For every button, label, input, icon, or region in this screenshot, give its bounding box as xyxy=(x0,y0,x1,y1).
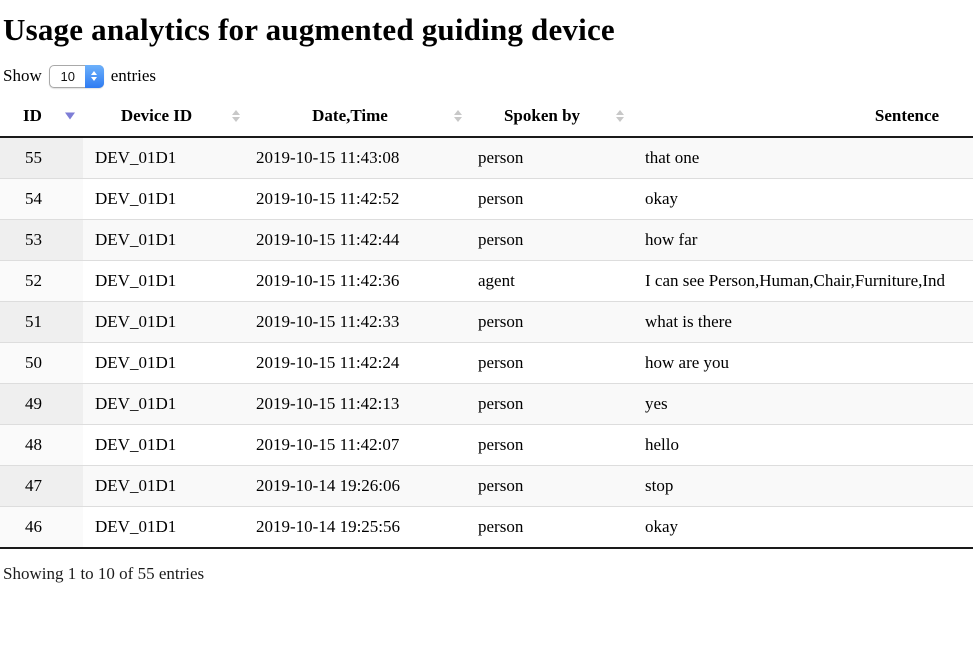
table-row xyxy=(0,137,973,179)
page-title: Usage analytics for augmented guiding device xyxy=(3,12,615,47)
show-label: Show xyxy=(3,66,42,85)
sort-desc-icon xyxy=(65,113,75,120)
chevron-down-icon xyxy=(91,77,97,81)
cell-id: 49 xyxy=(0,384,83,425)
header-label-device-id: Device ID xyxy=(120,106,193,125)
table-body xyxy=(0,137,973,548)
sort-neutral-icon xyxy=(232,110,240,122)
cell-device-id: DEV_01D1 xyxy=(83,220,248,261)
cell-spoken-by: person xyxy=(470,302,632,343)
header-label-sentence: Sentence xyxy=(874,106,940,125)
cell-datetime: 2019-10-14 19:25:56 xyxy=(248,507,470,549)
cell-sentence: what is there xyxy=(632,302,973,343)
cell-device-id: DEV_01D1 xyxy=(83,179,248,220)
cell-datetime: 2019-10-15 11:42:52 xyxy=(248,179,470,220)
cell-spoken-by: person xyxy=(470,179,632,220)
cell-id: 50 xyxy=(0,343,83,384)
cell-spoken-by: person xyxy=(470,507,632,549)
cell-spoken-by: person xyxy=(470,137,632,179)
header-cell-id[interactable] xyxy=(0,96,83,137)
table-row xyxy=(0,384,973,425)
cell-datetime: 2019-10-14 19:26:06 xyxy=(248,466,470,507)
table-row xyxy=(0,343,973,384)
cell-datetime: 2019-10-15 11:42:13 xyxy=(248,384,470,425)
table-row xyxy=(0,302,973,343)
cell-device-id: DEV_01D1 xyxy=(83,507,248,549)
page-length-select[interactable] xyxy=(49,65,104,88)
cell-sentence: okay xyxy=(632,507,973,549)
cell-datetime: 2019-10-15 11:42:44 xyxy=(248,220,470,261)
header-label-datetime: Date,Time xyxy=(312,106,388,125)
table-info: Showing 1 to 10 of 55 entries xyxy=(3,564,205,583)
cell-id: 46 xyxy=(0,507,83,549)
cell-spoken-by: person xyxy=(470,384,632,425)
cell-device-id: DEV_01D1 xyxy=(83,425,248,466)
cell-device-id: DEV_01D1 xyxy=(83,302,248,343)
cell-device-id: DEV_01D1 xyxy=(83,384,248,425)
cell-device-id: DEV_01D1 xyxy=(83,466,248,507)
cell-sentence: okay xyxy=(632,179,973,220)
table-row xyxy=(0,507,973,549)
header-cell-sentence[interactable] xyxy=(632,96,973,137)
table-row xyxy=(0,466,973,507)
table-row xyxy=(0,220,973,261)
select-stepper xyxy=(85,65,104,88)
entries-label: entries xyxy=(110,66,157,85)
cell-spoken-by: person xyxy=(470,466,632,507)
cell-id: 55 xyxy=(0,137,83,179)
cell-datetime: 2019-10-15 11:42:07 xyxy=(248,425,470,466)
header-label-id: ID xyxy=(23,106,42,125)
cell-id: 48 xyxy=(0,425,83,466)
cell-datetime: 2019-10-15 11:42:36 xyxy=(248,261,470,302)
table-row xyxy=(0,179,973,220)
table-row xyxy=(0,425,973,466)
cell-id: 51 xyxy=(0,302,83,343)
cell-device-id: DEV_01D1 xyxy=(83,261,248,302)
cell-spoken-by: person xyxy=(470,343,632,384)
cell-sentence: how are you xyxy=(632,343,973,384)
header-cell-device-id[interactable] xyxy=(83,96,248,137)
analytics-table xyxy=(0,96,973,549)
header-cell-spoken-by[interactable] xyxy=(470,96,632,137)
table-header-row xyxy=(0,96,973,137)
header-cell-datetime[interactable] xyxy=(248,96,470,137)
table-row xyxy=(0,261,973,302)
header-label-spoken-by: Spoken by xyxy=(503,106,581,125)
page-length-value: 10 xyxy=(60,68,75,84)
table-length-control xyxy=(3,64,973,88)
cell-spoken-by: agent xyxy=(470,261,632,302)
cell-sentence: stop xyxy=(632,466,973,507)
cell-sentence: how far xyxy=(632,220,973,261)
cell-datetime: 2019-10-15 11:43:08 xyxy=(248,137,470,179)
cell-sentence: I can see Person,Human,Chair,Furniture,Ind xyxy=(632,261,973,302)
cell-id: 53 xyxy=(0,220,83,261)
cell-id: 54 xyxy=(0,179,83,220)
cell-device-id: DEV_01D1 xyxy=(83,343,248,384)
cell-datetime: 2019-10-15 11:42:33 xyxy=(248,302,470,343)
cell-id: 52 xyxy=(0,261,83,302)
cell-device-id: DEV_01D1 xyxy=(83,137,248,179)
cell-spoken-by: person xyxy=(470,425,632,466)
chevron-up-icon xyxy=(91,71,97,75)
sort-neutral-icon xyxy=(454,110,462,122)
cell-sentence: yes xyxy=(632,384,973,425)
table-container xyxy=(0,96,973,549)
sort-neutral-icon xyxy=(616,110,624,122)
cell-id: 47 xyxy=(0,466,83,507)
cell-sentence: hello xyxy=(632,425,973,466)
cell-datetime: 2019-10-15 11:42:24 xyxy=(248,343,470,384)
cell-spoken-by: person xyxy=(470,220,632,261)
cell-sentence: that one xyxy=(632,137,973,179)
